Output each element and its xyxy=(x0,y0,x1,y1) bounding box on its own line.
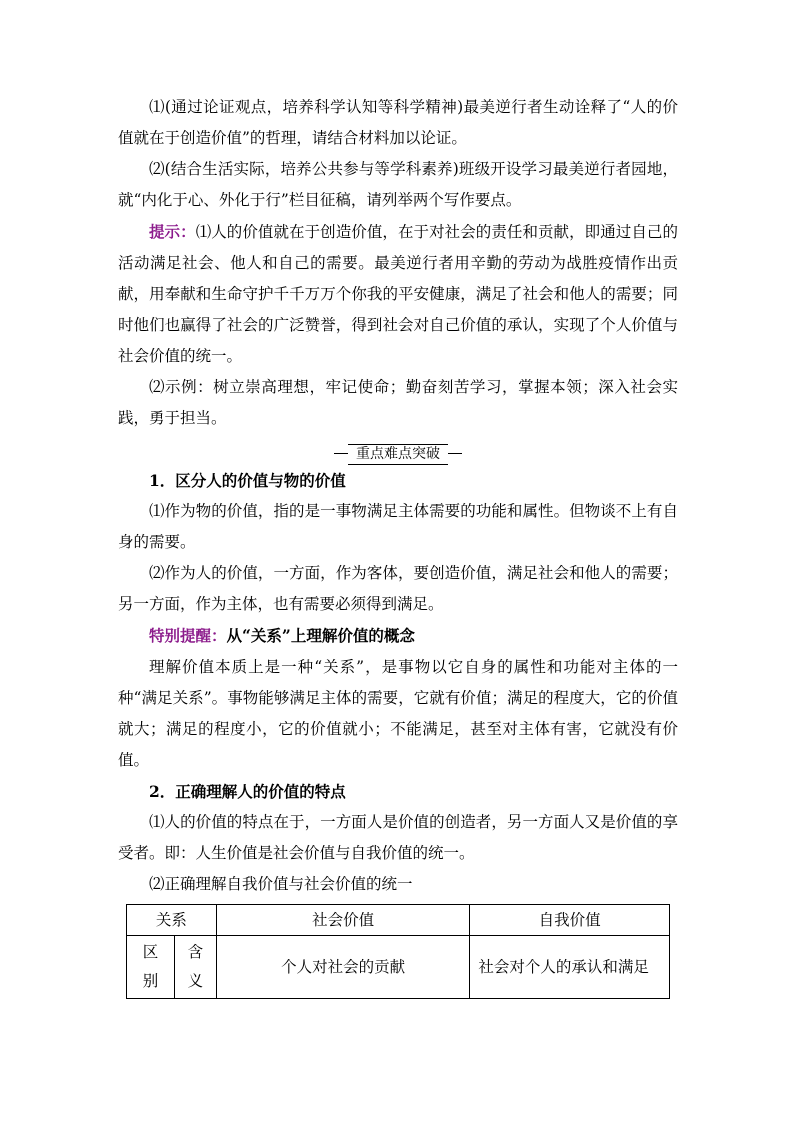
hint-paragraph-2: ⑵示例：树立崇高理想，牢记使命；勤奋刻苦学习，掌握本领；深入社会实践，勇于担当。 xyxy=(118,378,678,427)
value-comparison-table xyxy=(126,904,670,999)
header-social-value: 社会价值 xyxy=(216,905,469,936)
document-page xyxy=(118,92,678,999)
special-tip-title: 从“关系”上理解价值的概念 xyxy=(226,626,415,645)
section-1-heading: 1．区分人的价值与物的价值 xyxy=(149,471,346,490)
section-2-heading: 2．正确理解人的价值的特点 xyxy=(149,782,346,801)
table-header-row xyxy=(127,905,670,936)
cell-social-meaning: 个人对社会的贡献 xyxy=(216,936,469,999)
question-2: ⑵(结合生活实际，培养公共参与等学科素养)班级开设学习最美逆行者园地，就“内化于心、外化于行”栏目征稿，请列举两个写作要点。 xyxy=(118,160,678,209)
row-group-label xyxy=(127,936,175,999)
row-sub-label xyxy=(174,936,216,999)
cell-self-meaning: 社会对个人的承认和满足 xyxy=(470,936,670,999)
question-1: ⑴(通过论证观点，培养科学认知等科学精神)最美逆行者生动诠释了“人的价值就在于创造价值”的哲理，请结合材料加以论证。 xyxy=(118,98,678,147)
table-row xyxy=(127,936,670,999)
header-relation: 关系 xyxy=(127,905,217,936)
section-1-point-1: ⑴作为物的价值，指的是一事物满足主体需要的功能和属性。但物谈不上有自身的需要。 xyxy=(118,502,678,551)
hint-label: 提示： xyxy=(149,222,196,241)
section-1-point-2: ⑵作为人的价值，一方面，作为客体，要创造价值，满足社会和他人的需要；另一方面，作为主体，也有需要必须得到满足。 xyxy=(118,564,678,613)
hint-text-1: ⑴人的价值就在于创造价值，在于对社会的责任和贡献，即通过自己的活动满足社会、他人和自己的需要。最美逆行者用辛勤的劳动为战胜疫情作出贡献，用奉献和生命守护千千万万个你我的平安健康，满足了社会和他人的需要；同时他们也赢得了社会的广泛赞誉，得到社会对自己价值的承认，实现了个人价值与社会价值的统一。 xyxy=(118,223,678,365)
hint-paragraph-1 xyxy=(118,216,678,372)
row-group-label-text: 区别 xyxy=(142,943,159,990)
section-2-point-2: ⑵正确理解自我价值与社会价值的统一 xyxy=(149,875,413,893)
special-tip-body: 理解价值本质上是一种“关系”，是事物以它自身的属性和功能对主体的一种“满足关系”。事物能够满足主体的需要，它就有价值；满足的程度大，它的价值就大；满足的程度小，它的价值就小；不能满足，甚至对主体有害，它就没有价值。 xyxy=(118,658,678,769)
special-tip xyxy=(118,620,678,652)
section-banner: 重点难点突破 xyxy=(348,444,448,465)
section-2-point-1: ⑴人的价值的特点在于，一方面人是价值的创造者，另一方面人又是价值的享受者。即：人生价值是社会价值与自我价值的统一。 xyxy=(118,813,678,862)
header-self-value: 自我价值 xyxy=(470,905,670,936)
special-tip-label: 特别提醒： xyxy=(149,626,227,645)
section-banner-wrap xyxy=(118,434,678,465)
row-sub-label-text: 含义 xyxy=(187,943,204,990)
